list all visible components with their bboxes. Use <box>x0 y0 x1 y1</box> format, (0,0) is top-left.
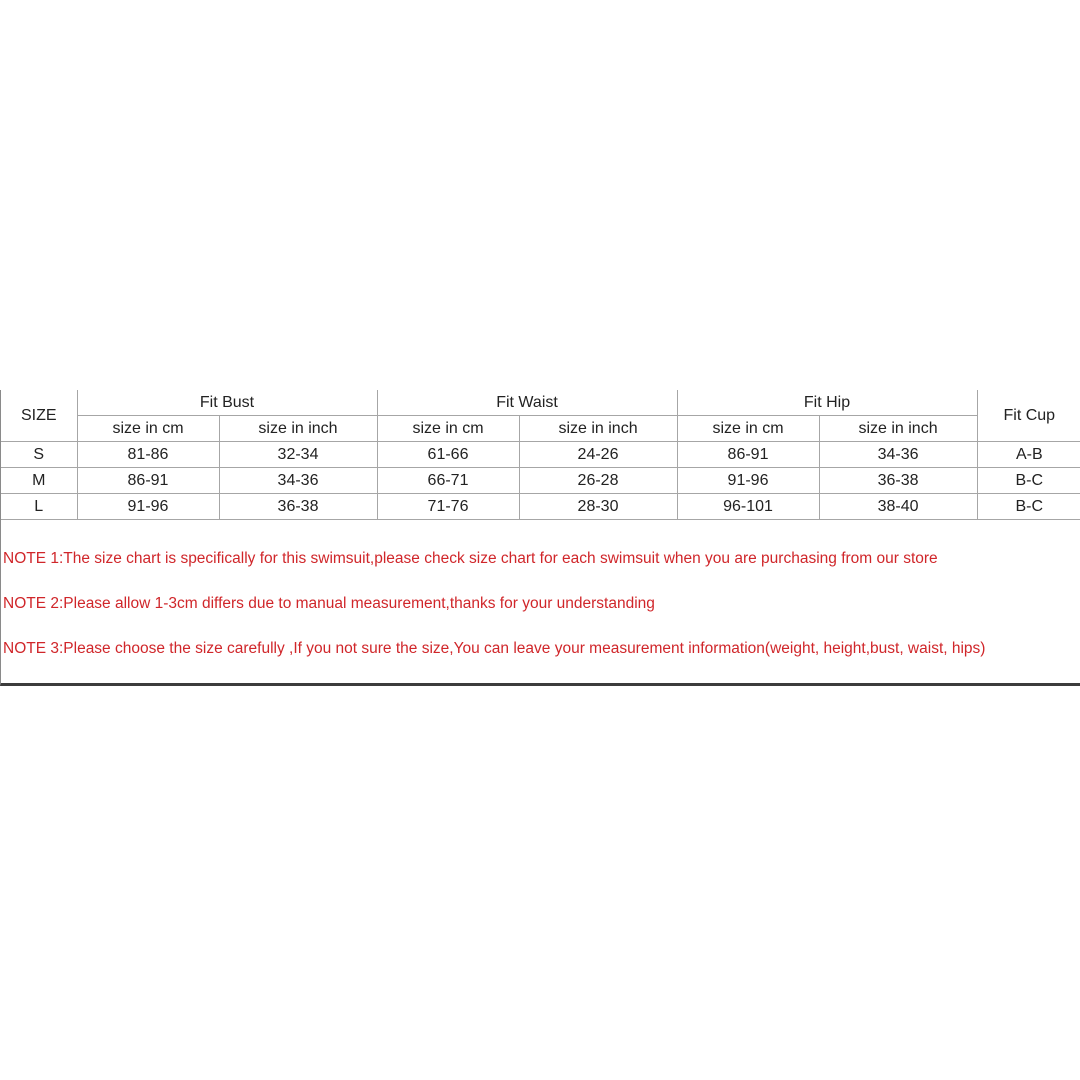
fit-hip-header: Fit Hip <box>677 390 977 416</box>
waist-inch-cell: 24-26 <box>519 442 677 468</box>
size-chart <box>0 390 1080 686</box>
size-cell: M <box>1 468 77 494</box>
size-cell: S <box>1 442 77 468</box>
bust-cm-header: size in cm <box>77 416 219 442</box>
note-3: NOTE 3:Please choose the size carefully ,If you not sure the size,You can leave your measurement information(weight, height,bust, waist, hips) <box>3 640 986 657</box>
waist-inch-cell: 26-28 <box>519 468 677 494</box>
hip-inch-cell: 34-36 <box>819 442 977 468</box>
size-table <box>1 390 1080 520</box>
hip-inch-cell: 36-38 <box>819 468 977 494</box>
bust-inch-cell: 32-34 <box>219 442 377 468</box>
note-1: NOTE 1:The size chart is specifically for this swimsuit,please check size chart for each swimsuit when you are purchasing from our store <box>3 550 938 567</box>
fit-cup-header: Fit Cup <box>977 390 1080 442</box>
table-header-row <box>1 390 1080 416</box>
hip-inch-header: size in inch <box>819 416 977 442</box>
bust-cm-cell: 86-91 <box>77 468 219 494</box>
bust-inch-cell: 36-38 <box>219 494 377 520</box>
hip-cm-header: size in cm <box>677 416 819 442</box>
bust-cm-cell: 81-86 <box>77 442 219 468</box>
cup-cell: A-B <box>977 442 1080 468</box>
waist-inch-header: size in inch <box>519 416 677 442</box>
table-subheader-row <box>1 416 1080 442</box>
bust-cm-cell: 91-96 <box>77 494 219 520</box>
note-2: NOTE 2:Please allow 1-3cm differs due to manual measurement,thanks for your understanding <box>3 595 655 612</box>
size-header: SIZE <box>1 390 77 442</box>
cup-cell: B-C <box>977 468 1080 494</box>
cup-cell: B-C <box>977 494 1080 520</box>
waist-cm-cell: 66-71 <box>377 468 519 494</box>
table-row <box>1 468 1080 494</box>
bust-inch-cell: 34-36 <box>219 468 377 494</box>
waist-cm-header: size in cm <box>377 416 519 442</box>
waist-cm-cell: 71-76 <box>377 494 519 520</box>
fit-bust-header: Fit Bust <box>77 390 377 416</box>
table-row <box>1 494 1080 520</box>
fit-waist-header: Fit Waist <box>377 390 677 416</box>
hip-cm-cell: 96-101 <box>677 494 819 520</box>
notes-section <box>3 546 1080 681</box>
bust-inch-header: size in inch <box>219 416 377 442</box>
waist-inch-cell: 28-30 <box>519 494 677 520</box>
hip-inch-cell: 38-40 <box>819 494 977 520</box>
size-cell: L <box>1 494 77 520</box>
table-row <box>1 442 1080 468</box>
hip-cm-cell: 91-96 <box>677 468 819 494</box>
hip-cm-cell: 86-91 <box>677 442 819 468</box>
waist-cm-cell: 61-66 <box>377 442 519 468</box>
